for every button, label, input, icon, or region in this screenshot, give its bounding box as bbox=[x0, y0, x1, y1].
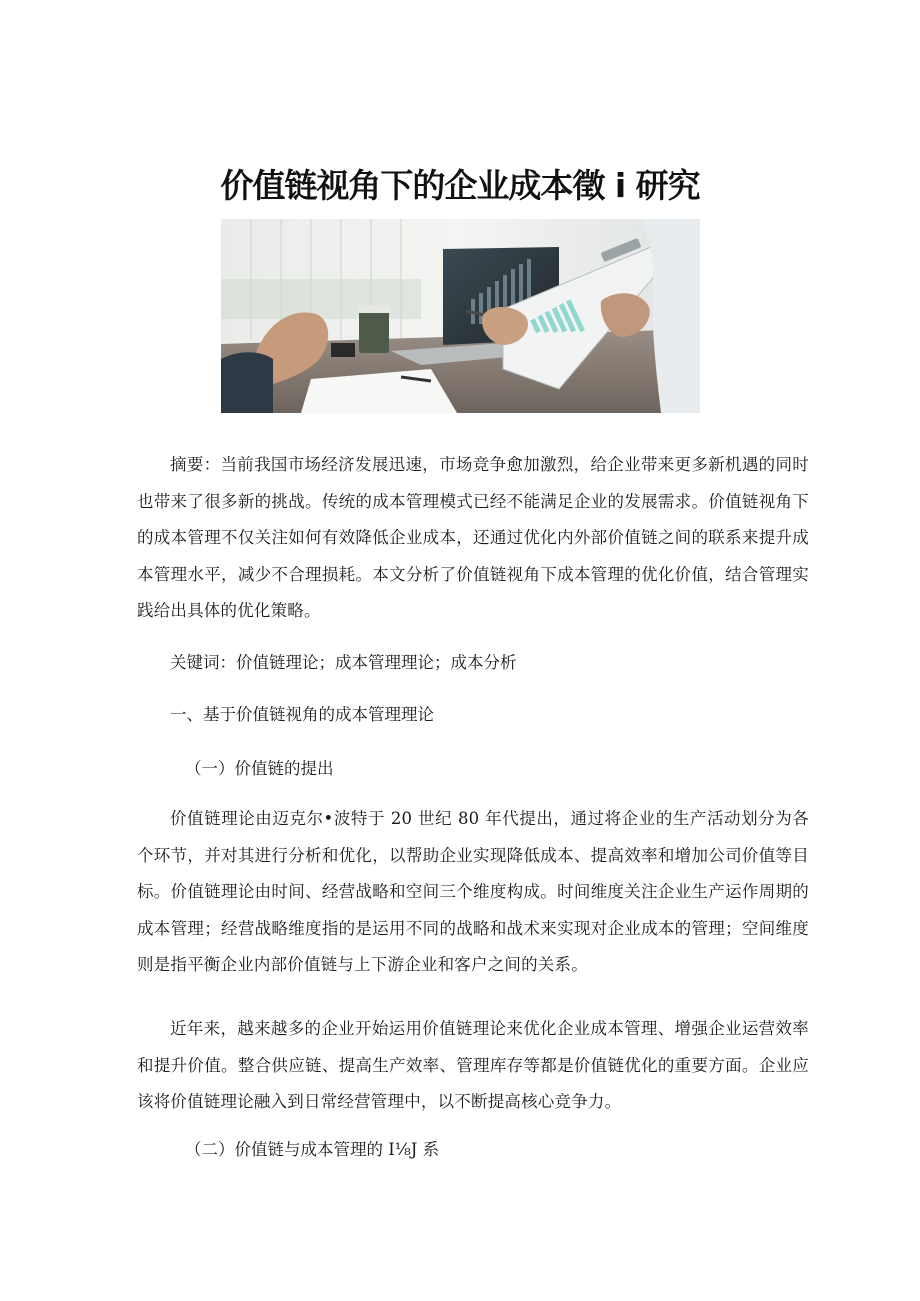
section-heading-1: 一、基于价值链视角的成本管理理论 bbox=[170, 705, 434, 724]
subsection-heading-2: （二）价值链与成本管理的 I⅛J 系 bbox=[185, 1140, 440, 1159]
keywords-line: 关键词：价值链理论；成本管理理论；成本分析 bbox=[170, 653, 517, 672]
body-paragraph-1: 价值链理论由迈克尔•波特于 20 世纪 80 年代提出，通过将企业的生产活动划分为各个环节，并对其进行分析和优化，以帮助企业实现降低成本、提高效率和增加公司价值等目标。价值链理论由时间、经营战略和空间三个维度构成。时间维度关注企业生产运作周期的成本管理；经营战略维度指的是运用不同的战略和战术来实现对企业成本的管理；空间维度则是指平衡企业内部价值链与上下游企业和客户之间的关系。 bbox=[137, 809, 809, 974]
abstract-paragraph: 摘要：当前我国市场经济发展迅速，市场竞争愈加激烈，给企业带来更多新机遇的同时也带来了很多新的挑战。传统的成本管理模式已经不能满足企业的发展需求。价值链视角下的成本管理不仅关注如何有效降低企业成本，还通过优化内外部价值链之间的联系来提升成本管理水平，减少不合理损耗。本文分析了价值链视角下成本管理的优化价值，结合管理实践给出具体的优化策略。 bbox=[137, 455, 809, 620]
business-meeting-photo-icon bbox=[221, 219, 700, 413]
body-paragraph-2: 近年来，越来越多的企业开始运用价值链理论来优化企业成本管理、增强企业运营效率和提升价值。整合供应链、提高生产效率、管理库存等都是价值链优化的重要方面。企业应该将价值链理论融入到日常经营管理中，以不断提高核心竞争力。 bbox=[137, 1019, 809, 1111]
hero-photo bbox=[221, 219, 700, 413]
page-title: 价值链视角下的企业成本徵 i 研究 bbox=[220, 166, 700, 206]
subsection-heading-1: （一）价值链的提出 bbox=[185, 759, 334, 778]
